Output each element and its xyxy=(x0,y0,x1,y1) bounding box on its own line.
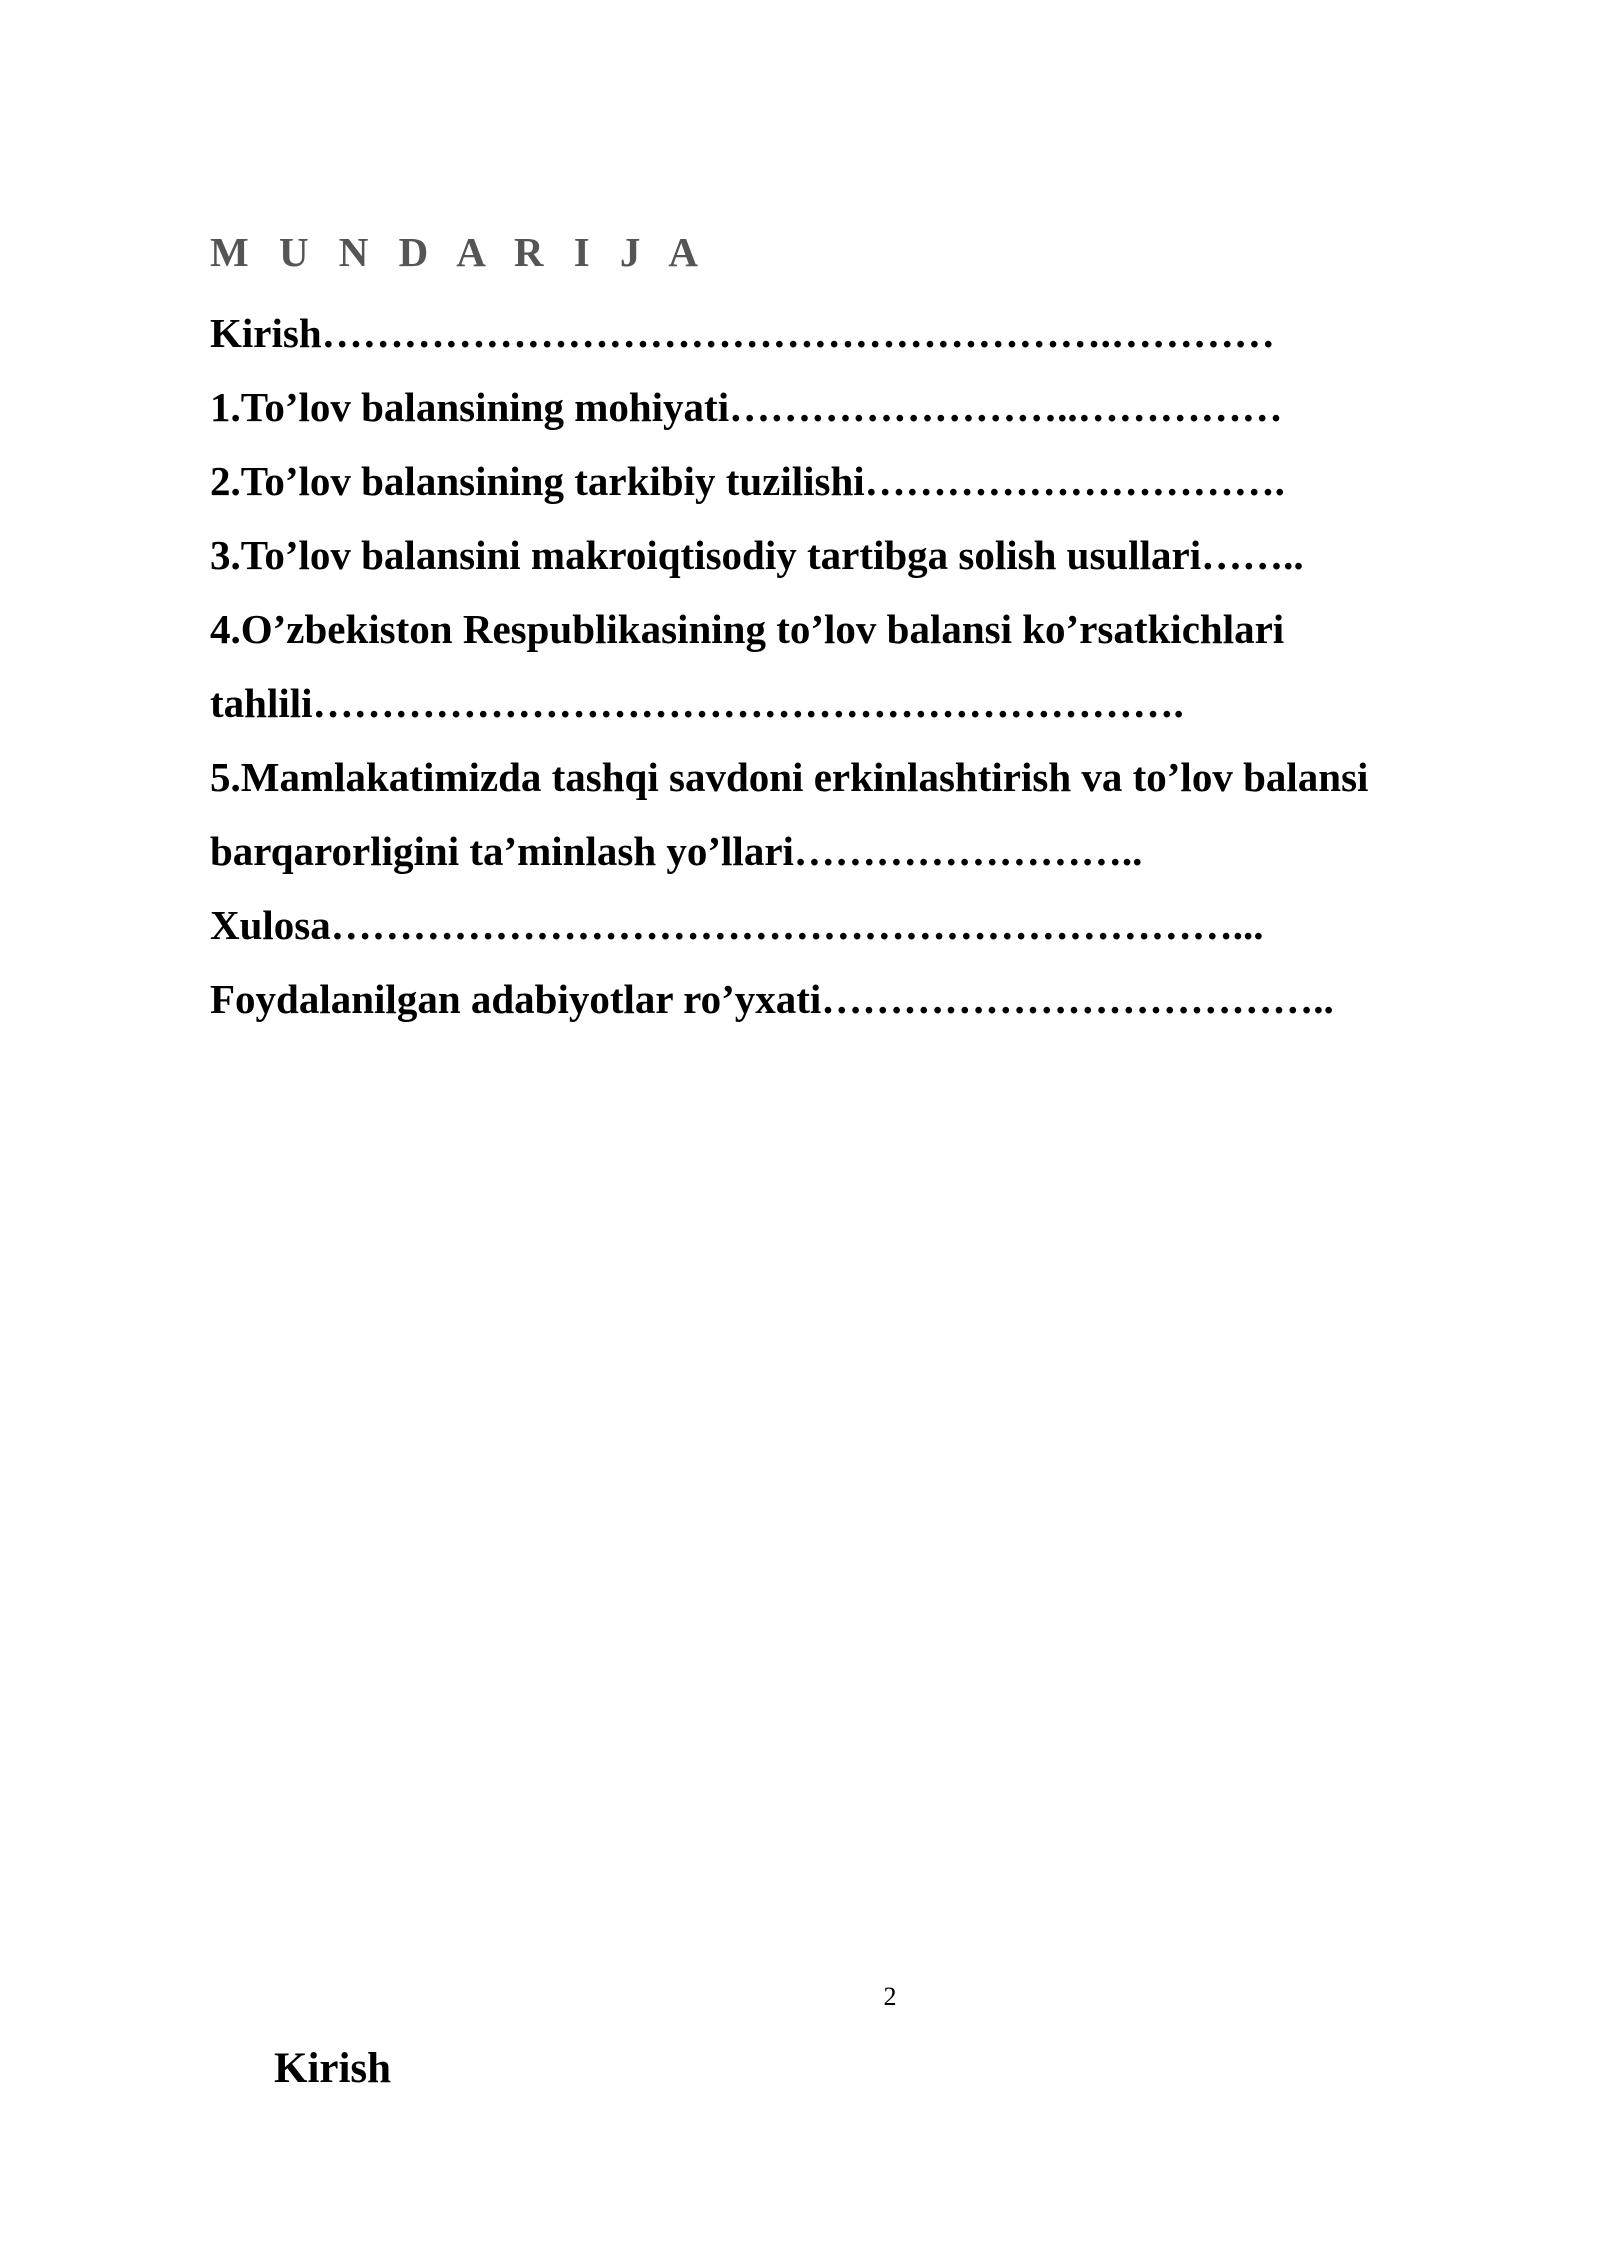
toc-entry-5-line-2: barqarorligini ta’minlash yo’llari…………………….. xyxy=(210,828,1143,874)
section-heading: Kirish xyxy=(274,2045,392,2092)
toc-entry-3: 3.To’lov balansini makroiqtisodiy tartibga solish usullari…….. xyxy=(210,532,1304,578)
toc-entry-1: 1.To’lov balansining mohiyati……………………..…………… xyxy=(210,384,1283,430)
toc-entry-references: Foydalanilgan adabiyotlar ro’yxati……………………………….. xyxy=(210,976,1334,1022)
toc-title: M U N D A R I J A xyxy=(210,229,709,275)
toc-entry-5-line-1: 5.Mamlakatimizda tashqi savdoni erkinlashtirish va to’lov balansi xyxy=(210,754,1369,800)
toc-entry-intro: Kirish………………………………………………….………… xyxy=(210,310,1275,356)
toc-entry-4-line-1: 4.O’zbekiston Respublikasining to’lov balansi ko’rsatkichlari xyxy=(210,606,1285,652)
page-number: 2 xyxy=(883,1982,897,2011)
toc-entry-4-line-2: tahlili………………………………………………………. xyxy=(210,680,1184,726)
table-of-contents xyxy=(210,296,1460,1036)
toc-entry-conclusion: Xulosa…………………………………………………………... xyxy=(210,902,1264,948)
toc-entry-2: 2.To’lov balansining tarkibiy tuzilishi…………………………. xyxy=(210,458,1285,504)
